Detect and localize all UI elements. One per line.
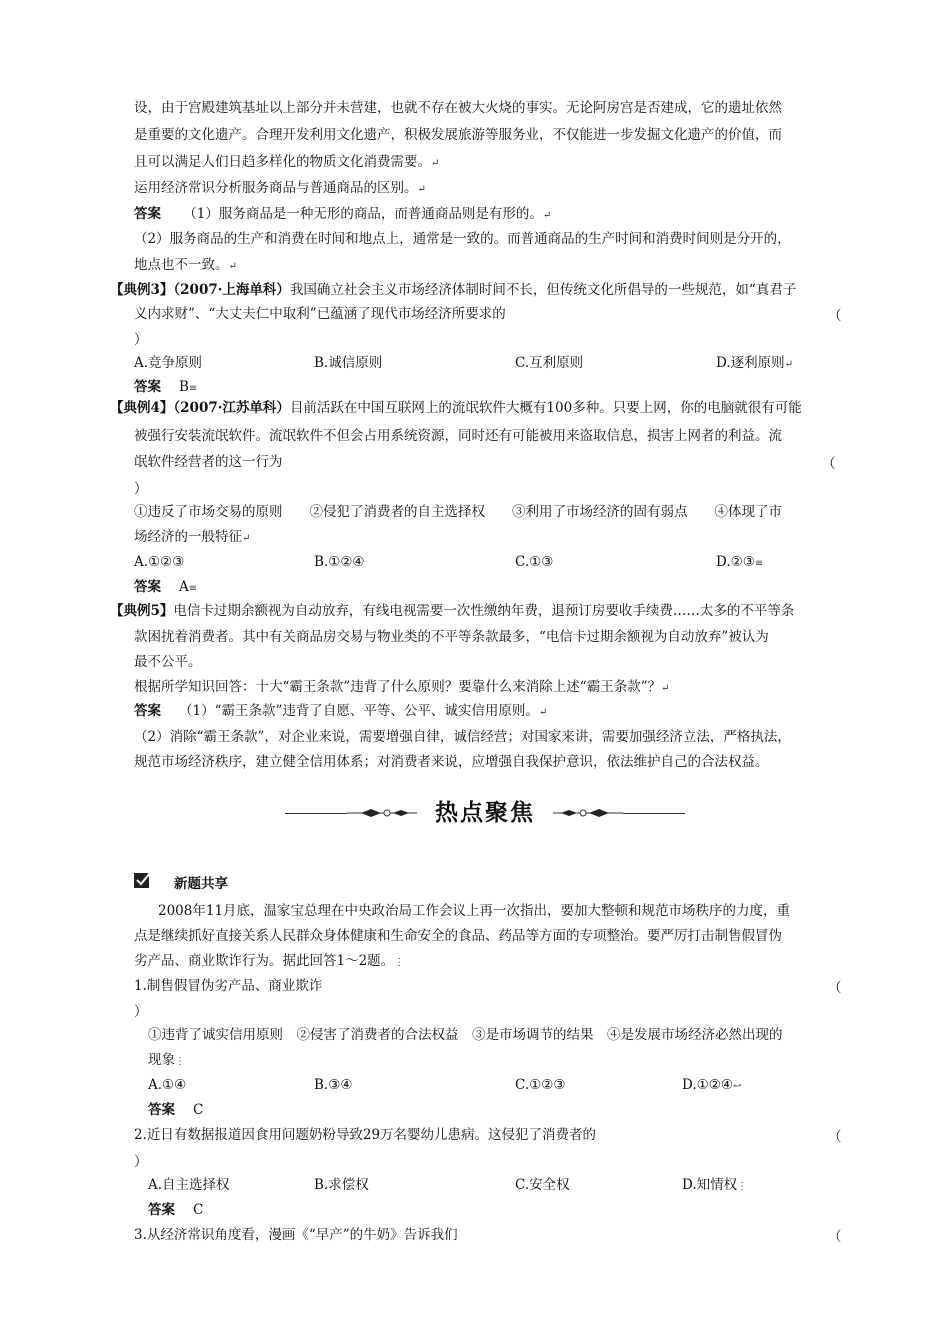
hot-topic-banner [285, 796, 685, 830]
example-4-line-1: 【典例4】（2007·江苏单科）目前活跃在中国互联网上的流氓软件大概有100多种。只要上网，你的电脑就很有可能 [110, 400, 802, 416]
question-2: 2.近日有数据报道因食用问题奶粉导致29万名婴幼儿患病。这侵犯了消费者的 [134, 1127, 597, 1143]
example-3-tag: 【典例3】 [110, 282, 174, 298]
question-1-statements-2: 现象⋮ [148, 1052, 185, 1068]
example-4-source: （2007·江苏单科） [173, 400, 290, 416]
option-b: B.③④ [314, 1077, 353, 1093]
option-a: A.竞争原则 [134, 355, 203, 371]
ornament-icon [347, 806, 417, 820]
hot-topic-title: 热点聚焦 [435, 800, 535, 826]
example-4-statements-1: ①违反了市场交易的原则 ②侵犯了消费者的自主选择权 ③利用了市场经济的固有弱点 ④体现了市 [134, 504, 782, 520]
paragraph-mark-icon: ↵ [661, 683, 670, 694]
example-5-line-3: 最不公平。 [134, 654, 202, 670]
example-5-answer-2a: （2）消除“霸王条款”，对企业来说，需要增强自律，诚信经营；对国家来讲，需要加强经济立法，严格执法， [134, 729, 791, 745]
paragraph-mark-icon: ↵ [784, 359, 794, 370]
new-share-para-1: 2008年11月底，温家宝总理在中央政治局工作会议上再一次指出，要加大整顿和规范市场秩序的力度，重 [158, 903, 791, 919]
ornament-icon [553, 806, 623, 820]
intro-line-3: 且可以满足人们日趋多样化的物质文化消费需要。↵ [134, 154, 440, 170]
question-1: 1.制售假冒伪劣产品、商业欺诈 [134, 978, 323, 994]
example-5-line-2: 款困扰着消费者。其中有关商品房交易与物业类的不平等条款最多，“电信卡过期余额视为自动放弃”被认为 [134, 629, 769, 645]
option-c: C.①③ [515, 554, 554, 570]
paragraph-mark-icon: ↵ [542, 210, 552, 221]
question-2-answer: 答案 C [148, 1202, 204, 1218]
checkbox-icon [134, 872, 151, 889]
option-d: D.知情权⋮ [682, 1177, 748, 1193]
answer-paren-close: ） [134, 481, 148, 497]
option-b: B.求偿权 [314, 1177, 369, 1193]
option-b: B.①②④ [314, 554, 365, 570]
example-3-line-2: 义内求财”、“大丈夫仁中取利”已蕴涵了现代市场经济所要求的 [134, 306, 506, 322]
new-share-para-2: 点是继续抓好直接关系人民群众身体健康和生命安全的食品、药品等方面的专项整治。要严厉打击制售假冒伪 [134, 928, 782, 944]
new-share-para-3: 劣产品、商业欺诈行为。据此回答1～2题。⋮ [134, 953, 405, 969]
question-1-statements-1: ①违背了诚实信用原则 ②侵害了消费者的合法权益 ③是市场调节的结果 ④是发展市场经济必然出现的 [148, 1027, 783, 1043]
example-4-answer: 答案 A≡ [134, 579, 198, 595]
intro-line-1: 设，由于宫殿建筑基址以上部分并未营建，也就不存在被大火烧的事实。无论阿房宫是否建成，它的遗址依然 [134, 100, 782, 116]
answer-paren-close: ） [134, 1154, 148, 1170]
example-5-tag: 【典例5】 [110, 603, 174, 619]
option-a: A.①④ [148, 1077, 187, 1093]
answer-paren-open: （ [828, 1229, 842, 1245]
paragraph-mark-icon: ≡ [754, 558, 764, 569]
paragraph-mark-icon: ↵ [431, 158, 440, 169]
answer-text-2a: （2）服务商品的生产和消费在时间和地点上，通常是一致的。而普通商品的生产时间和消费时间则是分开的， [134, 231, 791, 247]
example-5-line-1: 【典例5】电信卡过期余额视为自动放弃，有线电视需要一次性缴纳年费，退预订房要收手续费……太多的不平等条 [110, 603, 795, 619]
example-4-line-3: 氓软件经营者的这一行为 [134, 454, 283, 470]
example-3-answer: 答案 B≡ [134, 379, 198, 395]
answer-label: 答案 [134, 206, 161, 222]
question-3: 3.从经济常识角度看，漫画《“早产”的牛奶》告诉我们 [134, 1227, 458, 1243]
paragraph-mark-icon: ↵ [228, 261, 237, 272]
paragraph-mark-icon: ↵ [417, 184, 426, 195]
option-d: D.②③≡ [716, 554, 764, 570]
option-c: C.安全权 [515, 1177, 570, 1193]
answer-paren-open: （ [828, 308, 842, 324]
example-4-tag: 【典例4】 [110, 400, 174, 416]
answer-paren-open: （ [828, 1129, 842, 1145]
question-1-answer: 答案 C [148, 1102, 204, 1118]
intro-question: 运用经济常识分析服务商品与普通商品的区别。↵ [134, 180, 426, 196]
option-a: A.自主选择权 [148, 1177, 230, 1193]
example-5-answer-2b: 规范市场经济秩序，建立健全信用体系；对消费者来说，应增强自我保护意识，依法维护自己的合法权益。 [134, 754, 769, 770]
option-c: C.①②③ [515, 1077, 566, 1093]
answer-paren-close: ） [134, 332, 148, 348]
paragraph-mark-icon: ⋮ [175, 1056, 185, 1067]
answer-paren-close: ） [134, 1004, 148, 1020]
answer-text: （1）服务商品是一种无形的商品，而普通商品则是有形的。 [183, 206, 543, 222]
paragraph-mark-icon: ⋮ [394, 957, 405, 968]
paragraph-mark-icon: ⋮ [737, 1181, 748, 1192]
option-c: C.互利原则 [515, 355, 584, 371]
option-d: D.逐利原则↵ [716, 355, 794, 371]
option-b: B.诚信原则 [314, 355, 383, 371]
example-4-line-2: 被强行安装流氓软件。流氓软件不但会占用系统资源，同时还有可能被用来盗取信息，损害上网者的利益。流 [134, 428, 782, 444]
answer-paren-open: （ [828, 980, 842, 996]
answer-row-1 [134, 204, 551, 226]
new-share-label: 新题共享 [174, 876, 228, 892]
divider [623, 813, 685, 814]
example-5-answer-1: 答案 （1）“霸王条款”违背了自愿、平等、公平、诚实信用原则。↵ [134, 703, 548, 719]
intro-line-2: 是重要的文化遗产。合理开发利用文化遗产，积极发展旅游等服务业，不仅能进一步发掘文化遗产的价值，而 [134, 127, 782, 143]
answer-text-2b: 地点也不一致。↵ [134, 257, 237, 273]
paragraph-mark-icon: ↵ [242, 533, 251, 544]
example-3-line-1: 【典例3】（2007·上海单科）我国确立社会主义市场经济体制时间不长，但传统文化所倡导的一些规范，如“真君子 [110, 282, 797, 298]
option-a: A.①②③ [134, 554, 185, 570]
example-3-source: （2007·上海单科） [173, 282, 290, 298]
option-d: D.①②④↩ [682, 1077, 742, 1093]
example-5-question: 根据所学知识回答：十大“霸王条款”违背了什么原则？要靠什么来消除上述“霸王条款”？↵ [134, 679, 670, 695]
answer-paren-open: （ [822, 456, 836, 472]
divider [285, 813, 347, 814]
paragraph-mark-icon: ≡ [188, 383, 198, 394]
paragraph-mark-icon: ≡ [188, 583, 198, 594]
paragraph-mark-icon: ↩ [732, 1081, 742, 1092]
paragraph-mark-icon: ↵ [538, 707, 548, 718]
example-4-statements-2: 场经济的一般特征↵ [134, 529, 251, 545]
